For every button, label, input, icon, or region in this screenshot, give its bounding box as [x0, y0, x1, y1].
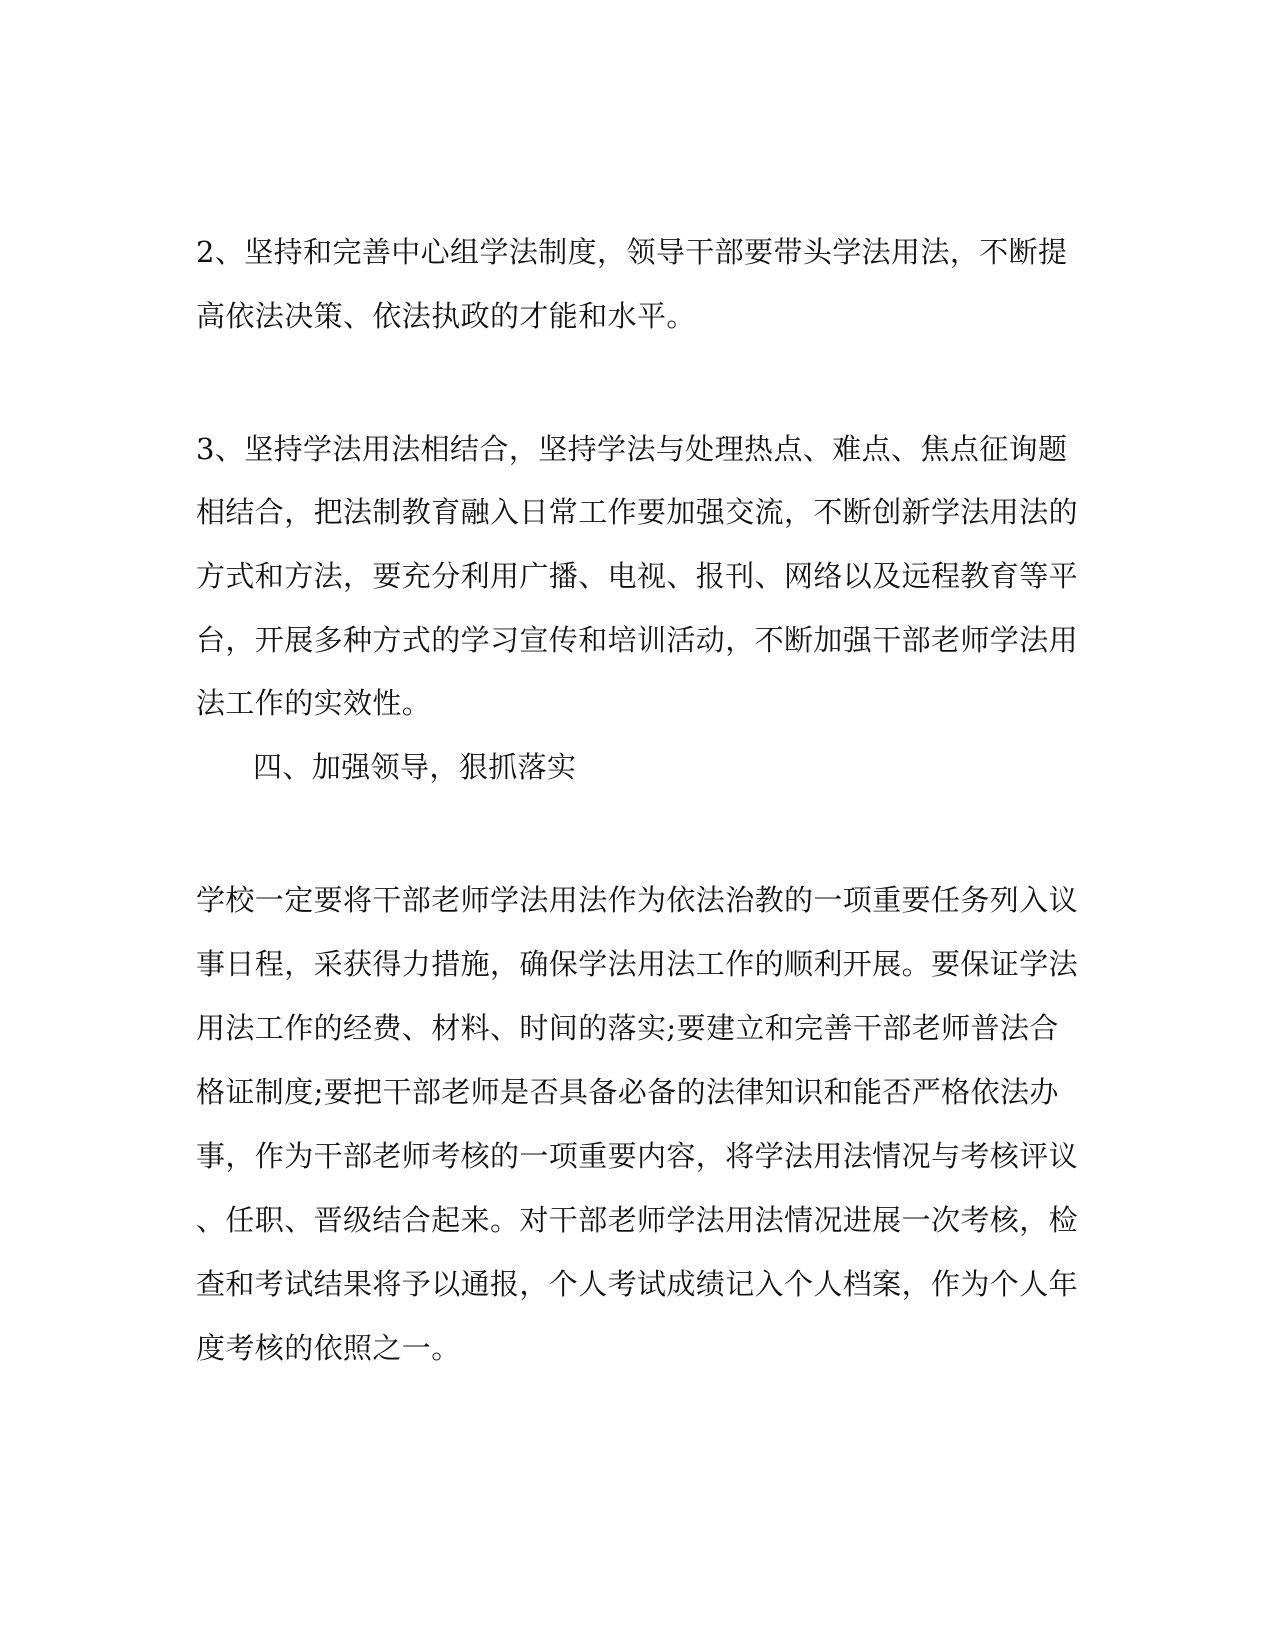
- paragraph-school-line-7: 查和考试结果将予以通报，个人考试成绩记入个人档案，作为个人年: [196, 1267, 1079, 1301]
- paragraph-school-line-6: 、任职、晋级结合起来。对干部老师学法用法情况进展一次考核，检: [196, 1203, 1079, 1237]
- paragraph-3-line-3: 方式和方法，要充分利用广播、电视、报刊、网络以及远程教育等平: [196, 559, 1079, 593]
- paragraph-school-line-2: 事日程，采获得力措施，确保学法用法工作的顺利开展。要保证学法: [196, 947, 1079, 981]
- paragraph-school-line-5: 事，作为干部老师考核的一项重要内容，将学法用法情况与考核评议: [196, 1139, 1079, 1173]
- paragraph-school-line-3: 用法工作的经费、材料、时间的落实;要建立和完善干部老师普法合: [196, 1011, 1059, 1045]
- paragraph-3-line-4: 台，开展多种方式的学习宣传和培训活动，不断加强干部老师学法用: [196, 623, 1079, 657]
- paragraph-3-line-2: 相结合，把法制教育融入日常工作要加强交流，不断创新学法用法的: [196, 495, 1079, 529]
- section-heading: 四、加强领导，狠抓落实: [253, 750, 577, 784]
- paragraph-school-line-8: 度考核的依照之一。: [196, 1331, 461, 1365]
- paragraph-3-line-5: 法工作的实效性。: [196, 686, 432, 720]
- paragraph-3-line-1: 3、坚持学法用法相结合，坚持学法与处理热点、难点、焦点征询题: [196, 432, 1068, 466]
- paragraph-school-line-1: 学校一定要将干部老师学法用法作为依法治教的一项重要任务列入议: [196, 883, 1079, 917]
- paragraph-2-line-2: 高依法决策、依法执政的才能和水平。: [196, 299, 696, 333]
- paragraph-school-line-4: 格证制度;要把干部老师是否具备必备的法律知识和能否严格依法办: [196, 1075, 1059, 1109]
- paragraph-2-line-1: 2、坚持和完善中心组学法制度，领导干部要带头学法用法，不断提: [196, 235, 1068, 269]
